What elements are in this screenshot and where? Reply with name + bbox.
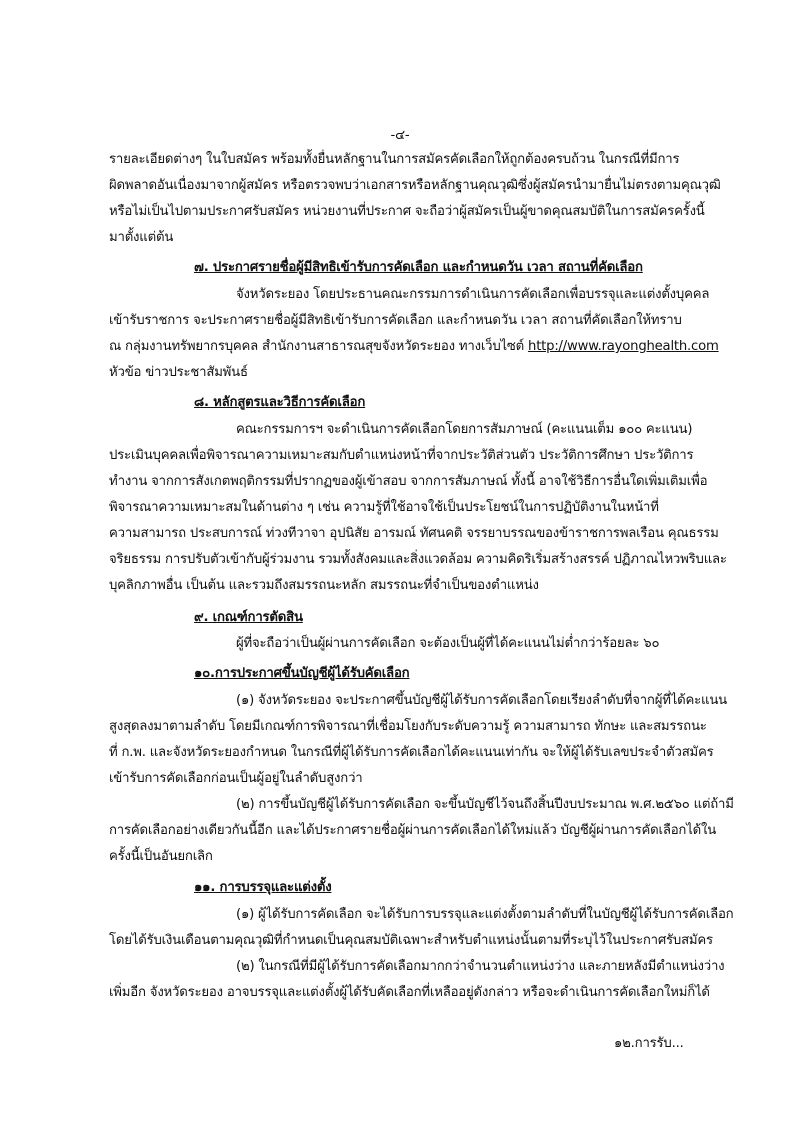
text-line: เพิ่มอีก จังหวัดระยอง อาจบรรจุและแต่งตั้งผู้ได้รับคัดเลือกที่เหลืออยู่ดังกล่าว หรือจะดำเนินการคัดเลือกใหม่ก็ได้ <box>109 985 710 1000</box>
text-line: หรือไม่เป็นไปตามประกาศรับสมัคร หน่วยงานที่ประกาศ จะถือว่าผู้สมัครเป็นผู้ขาดคุณสมบัติในการสมัครครั้งนี้ <box>109 204 705 219</box>
section-9-heading: ๙. เกณฑ์การตัดสิน <box>194 610 303 625</box>
text-line: (๒) ในกรณีที่มีผู้ได้รับการคัดเลือกมากกว่าจำนวนตำแหน่งว่าง และภายหลังมีตำแหน่งว่าง <box>236 959 725 974</box>
text-line: ผู้ที่จะถือว่าเป็นผู้ผ่านการคัดเลือก จะต้องเป็นผู้ที่ได้คะแนนไม่ต่ำกว่าร้อยละ ๖๐ <box>236 636 660 651</box>
text-line: จริยธรรม การปรับตัวเข้ากับผู้ร่วมงาน รวมทั้งสังคมและสิ่งแวดล้อม ความคิดริเริ่มสร้างสรรค์ ปฏิภาณไหวพริบและ <box>109 552 727 567</box>
section-11-heading: ๑๑. การบรรจุและแต่งตั้ง <box>194 880 332 895</box>
section-7-heading: ๗. ประกาศรายชื่อผู้มีสิทธิเข้ารับการคัดเลือก และกำหนดวัน เวลา สถานที่คัดเลือก <box>194 260 643 275</box>
text-line: ที่ ก.พ. และจังหวัดระยองกำหนด ในกรณีที่ผู้ได้รับการคัดเลือกได้คะแนนเท่ากัน จะให้ผู้ได้รับเลขประจำตัวสมัคร <box>109 745 714 760</box>
website-link[interactable]: http://www.rayonghealth.com <box>528 339 719 354</box>
text-segment: ณ กลุ่มงานทรัพยากรบุคคล สำนักงานสาธารณสุขจังหวัดระยอง ทางเว็บไซต์ <box>109 339 529 354</box>
text-line: (๑) ผู้ได้รับการคัดเลือก จะได้รับการบรรจุและแต่งตั้งตามลำดับที่ในบัญชีผู้ได้รับการคัดเลือก <box>236 907 734 922</box>
text-line: (๑) จังหวัดระยอง จะประกาศขึ้นบัญชีผู้ได้รับการคัดเลือกโดยเรียงลำดับที่จากผู้ที่ได้คะแนน <box>236 693 727 708</box>
text-line: ครั้งนี้เป็นอันยกเลิก <box>109 849 213 864</box>
text-line: โดยได้รับเงินเดือนตามคุณวุฒิที่กำหนดเป็นคุณสมบัติเฉพาะสำหรับตำแหน่งนั้นตามที่ระบุไว้ในประกาศรับสมัคร <box>109 933 713 948</box>
text-line: ประเมินบุคคลเพื่อพิจารณาความเหมาะสมกับตำแหน่งหน้าที่จากประวัติส่วนตัว ประวัติการศึกษา ประวัติการ <box>109 448 694 463</box>
text-line: คณะกรรมการฯ จะดำเนินการคัดเลือกโดยการสัมภาษณ์ (คะแนนเต็ม ๑๐๐ คะแนน) <box>236 422 693 437</box>
text-line: ทำงาน จากการสังเกตพฤติกรรมที่ปรากฏของผู้เข้าสอบ จากการสัมภาษณ์ ทั้งนี้ อาจใช้วิธีการอื่นใดเพิ่มเติมเพื่อ <box>109 474 708 489</box>
page-number: -๔- <box>390 128 410 143</box>
text-line: พิจารณาความเหมาะสมในด้านต่าง ๆ เช่น ความรู้ที่ใช้อาจใช้เป็นประโยชน์ในการปฏิบัติงานในหน้าที่ <box>109 500 659 515</box>
text-line: จังหวัดระยอง โดยประธานคณะกรรมการดำเนินการคัดเลือกเพื่อบรรจุและแต่งตั้งบุคคล <box>236 287 710 302</box>
text-line: เข้ารับการคัดเลือกก่อนเป็นผู้อยู่ในลำดับสูงกว่า <box>109 771 363 786</box>
text-line: (๒) การขึ้นบัญชีผู้ได้รับการคัดเลือก จะขึ้นบัญชีไว้จนถึงสิ้นปีงบประมาณ พ.ศ.๒๕๖๐ แต่ถ้ามี <box>236 797 734 812</box>
text-line: ความสามารถ ประสบการณ์ ท่วงทีวาจา อุปนิสัย อารมณ์ ทัศนคติ จรรยาบรรณของข้าราชการพลเรือน คุณธรรม <box>109 526 719 541</box>
text-line: บุคลิกภาพอื่น เป็นต้น และรวมถึงสมรรถนะหลัก สมรรถนะที่จำเป็นของตำแหน่ง <box>109 578 539 593</box>
text-line <box>109 337 719 357</box>
continuation-marker: ๑๒.การรับ... <box>614 1036 684 1051</box>
text-line: เข้ารับราชการ จะประกาศรายชื่อผู้มีสิทธิเข้ารับการคัดเลือก และกำหนดวัน เวลา สถานที่คัดเลือกให้ทราบ <box>109 313 682 328</box>
text-line: มาตั้งแต่ต้น <box>109 230 174 245</box>
section-10-heading: ๑๐.การประกาศขึ้นบัญชีผู้ได้รับคัดเลือก <box>194 666 410 681</box>
text-line: ผิดพลาดอันเนื่องมาจากผู้สมัคร หรือตรวจพบว่าเอกสารหรือหลักฐานคุณวุฒิซึ่งผู้สมัครนำมายื่นไม่ตรงตามคุณวุฒิ <box>109 178 721 193</box>
text-line: หัวข้อ ข่าวประชาสัมพันธ์ <box>109 365 248 380</box>
text-line: สูงสุดลงมาตามลำดับ โดยมีเกณฑ์การพิจารณาที่เชื่อมโยงกับระดับความรู้ ความสามารถ ทักษะ และสมรรถนะ <box>109 719 707 734</box>
section-8-heading: ๘. หลักสูตรและวิธีการคัดเลือก <box>194 395 366 410</box>
text-line: การคัดเลือกอย่างเดียวกันนี้อีก และได้ประกาศรายชื่อผู้ผ่านการคัดเลือกได้ใหม่แล้ว บัญชีผู้ผ่านการคัดเลือกได้ใน <box>109 823 717 838</box>
text-line: รายละเอียดต่างๆ ในใบสมัคร พร้อมทั้งยื่นหลักฐานในการสมัครคัดเลือกให้ถูกต้องครบถ้วน ในกรณีที่มีการ <box>109 152 680 167</box>
